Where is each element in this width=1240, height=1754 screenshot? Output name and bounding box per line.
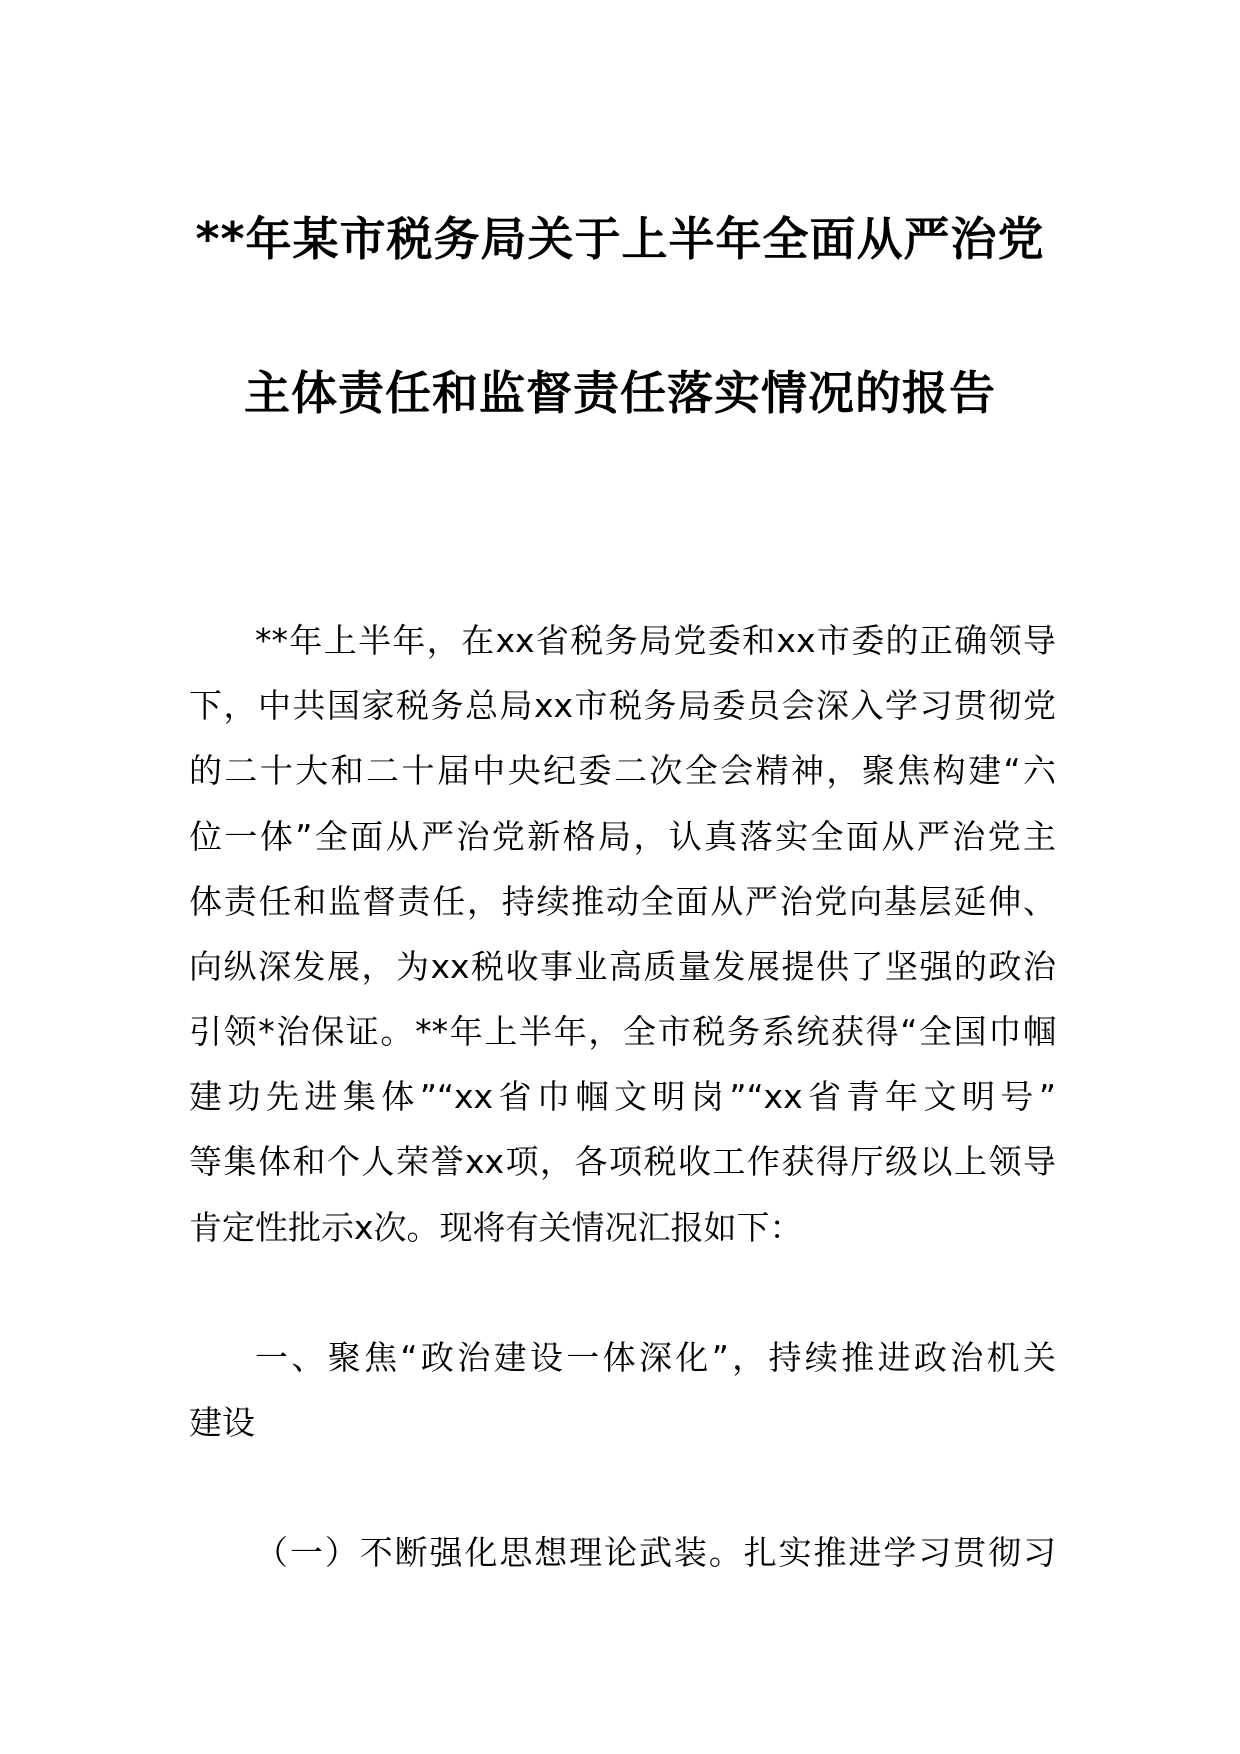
paragraph-line: 下，中共国家税务总局xx市税务局委员会深入学习贯彻党 <box>189 686 1056 725</box>
paragraph-line: 肯定性批示x次。现将有关情况汇报如下： <box>189 1208 803 1247</box>
paragraph-line: 建功先进集体”“xx省巾帼文明岗”“xx省青年文明号” <box>189 1077 1056 1116</box>
paragraph-line: 等集体和个人荣誉xx项，各项税收工作获得厅级以上领导 <box>189 1142 1056 1181</box>
heading-line: 建设 <box>189 1403 255 1442</box>
paragraph-line: 的二十大和二十届中央纪委二次全会精神，聚焦构建“六 <box>189 751 1056 790</box>
document-title-line-1: **年某市税务局关于上半年全面从严治党 <box>195 212 1045 266</box>
paragraph-line: 向纵深发展，为xx税收事业高质量发展提供了坚强的政治 <box>189 947 1056 986</box>
heading-line: 一、聚焦“政治建设一体深化”，持续推进政治机关 <box>255 1338 1056 1377</box>
paragraph-line: 体责任和监督责任，持续推动全面从严治党向基层延伸、 <box>189 882 1056 921</box>
subsection-heading-1: （一）不断强化思想理论武装。扎实推进学习贯彻习 <box>255 1533 1056 1572</box>
document-title-line-2: 主体责任和监督责任落实情况的报告 <box>244 366 996 420</box>
paragraph-line: **年上半年，在xx省税务局党委和xx市委的正确领导 <box>255 621 1056 660</box>
paragraph-line: 引领*治保证。**年上半年，全市税务系统获得“全国巾帼 <box>189 1012 1056 1051</box>
paragraph-line: 位一体”全面从严治党新格局，认真落实全面从严治党主 <box>189 817 1056 856</box>
